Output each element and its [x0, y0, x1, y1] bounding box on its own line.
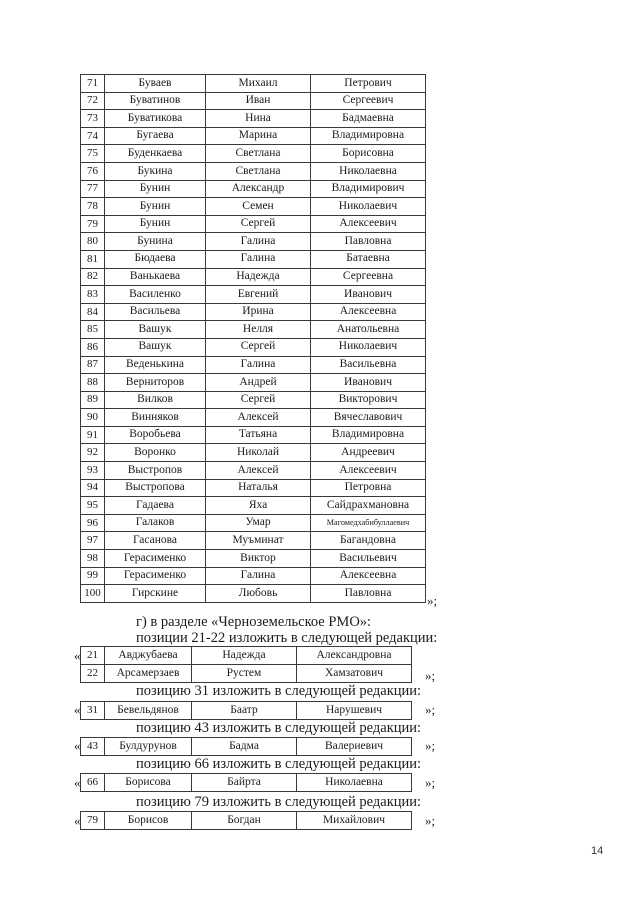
- table-row: [81, 665, 412, 683]
- row-number: 22: [81, 665, 105, 683]
- table-row: [81, 426, 426, 444]
- row-number: 80: [81, 233, 105, 251]
- patronymic-cell: Петрович: [311, 75, 426, 93]
- first-name-cell: Михаил: [206, 75, 311, 93]
- table-row: [81, 702, 412, 720]
- patronymic-cell: Николаевич: [311, 338, 426, 356]
- table-row: [81, 127, 426, 145]
- instruction-text-2: позицию 31 изложить в следующей редакции:: [136, 683, 422, 699]
- surname-cell: Авджубаева: [105, 647, 192, 665]
- open-quote-5: «: [74, 813, 81, 828]
- patronymic-cell: Иванович: [311, 286, 426, 304]
- table-row: [81, 162, 426, 180]
- row-number: 73: [81, 110, 105, 128]
- first-name-cell: Алексей: [206, 409, 311, 427]
- row-number: 93: [81, 462, 105, 480]
- row-number: 78: [81, 198, 105, 216]
- first-name-cell: Байрта: [192, 774, 297, 792]
- surname-cell: Галаков: [105, 514, 206, 532]
- surname-cell: Бюдаева: [105, 250, 206, 268]
- surname-cell: Борисова: [105, 774, 192, 792]
- patronymic-cell: Васильевич: [311, 550, 426, 568]
- first-name-cell: Богдан: [192, 812, 297, 830]
- first-name-cell: Галина: [206, 250, 311, 268]
- close-quote-1: »;: [425, 668, 436, 683]
- patronymic-cell: Борисовна: [311, 145, 426, 163]
- first-name-cell: Надежда: [192, 647, 297, 665]
- block-table-4: [80, 773, 412, 792]
- first-name-cell: Татьяна: [206, 426, 311, 444]
- close-quote-5: »;: [425, 813, 436, 828]
- patronymic-cell: Хамзатович: [297, 665, 412, 683]
- row-number: 77: [81, 180, 105, 198]
- first-name-cell: Нина: [206, 110, 311, 128]
- surname-cell: Гадаева: [105, 497, 206, 515]
- table-row: [81, 567, 426, 585]
- first-name-cell: Галина: [206, 233, 311, 251]
- surname-cell: Выстропов: [105, 462, 206, 480]
- table-row: [81, 321, 426, 339]
- patronymic-cell: Алексеевич: [311, 462, 426, 480]
- patronymic-cell: Вячеславович: [311, 409, 426, 427]
- patronymic-cell: Павловна: [311, 233, 426, 251]
- table-row: [81, 250, 426, 268]
- patronymic-cell: Петровна: [311, 479, 426, 497]
- surname-cell: Василенко: [105, 286, 206, 304]
- surname-cell: Борисов: [105, 812, 192, 830]
- surname-cell: Винняков: [105, 409, 206, 427]
- row-number: 90: [81, 409, 105, 427]
- table-row: [81, 409, 426, 427]
- row-number: 71: [81, 75, 105, 93]
- surname-cell: Герасименко: [105, 550, 206, 568]
- close-quote-4: »;: [425, 775, 436, 790]
- first-name-cell: Марина: [206, 127, 311, 145]
- table-row: [81, 233, 426, 251]
- first-name-cell: Сергей: [206, 338, 311, 356]
- row-number: 79: [81, 812, 105, 830]
- first-name-cell: Александр: [206, 180, 311, 198]
- table-row: [81, 497, 426, 515]
- surname-cell: Ванькаева: [105, 268, 206, 286]
- patronymic-cell: Викторович: [311, 391, 426, 409]
- row-number: 84: [81, 303, 105, 321]
- row-number: 87: [81, 356, 105, 374]
- row-number: 72: [81, 92, 105, 110]
- patronymic-cell: Сергеевна: [311, 268, 426, 286]
- patronymic-cell: Михайлович: [297, 812, 412, 830]
- first-name-cell: Рустем: [192, 665, 297, 683]
- row-number: 81: [81, 250, 105, 268]
- table-row: [81, 479, 426, 497]
- table-row: [81, 303, 426, 321]
- surname-cell: Вашук: [105, 321, 206, 339]
- first-name-cell: Надежда: [206, 268, 311, 286]
- row-number: 83: [81, 286, 105, 304]
- row-number: 99: [81, 567, 105, 585]
- first-name-cell: Андрей: [206, 374, 311, 392]
- row-number: 85: [81, 321, 105, 339]
- first-name-cell: Николай: [206, 444, 311, 462]
- patronymic-cell: Бадмаевна: [311, 110, 426, 128]
- table-closing-quote: »;: [427, 593, 438, 608]
- first-name-cell: Сергей: [206, 215, 311, 233]
- table-row: [81, 374, 426, 392]
- block-table-5: [80, 811, 412, 830]
- instruction-text-3: позицию 43 изложить в следующей редакции:: [136, 720, 422, 736]
- table-row: [81, 812, 412, 830]
- row-number: 43: [81, 738, 105, 756]
- open-quote-3: «: [74, 738, 81, 753]
- patronymic-cell: Алексеевна: [311, 303, 426, 321]
- first-name-cell: Иван: [206, 92, 311, 110]
- surname-cell: Вашук: [105, 338, 206, 356]
- surname-cell: Воронко: [105, 444, 206, 462]
- table-row: [81, 444, 426, 462]
- surname-cell: Букина: [105, 162, 206, 180]
- surname-cell: Бунин: [105, 215, 206, 233]
- patronymic-cell: Николаевич: [311, 198, 426, 216]
- surname-cell: Бунин: [105, 180, 206, 198]
- patronymic-cell: Николаевна: [297, 774, 412, 792]
- surname-cell: Васильева: [105, 303, 206, 321]
- close-quote-3: »;: [425, 738, 436, 753]
- row-number: 86: [81, 338, 105, 356]
- patronymic-cell: Андреевич: [311, 444, 426, 462]
- first-name-cell: Галина: [206, 567, 311, 585]
- table-row: [81, 774, 412, 792]
- surname-cell: Булдурунов: [105, 738, 192, 756]
- instruction-text-5: позицию 79 изложить в следующей редакции:: [136, 794, 422, 810]
- surname-cell: Герасименко: [105, 567, 206, 585]
- open-quote-4: «: [74, 775, 81, 790]
- first-name-cell: Бадма: [192, 738, 297, 756]
- patronymic-cell: Алексеевна: [311, 567, 426, 585]
- surname-cell: Гасанова: [105, 532, 206, 550]
- patronymic-cell: Сергеевич: [311, 92, 426, 110]
- row-number: 97: [81, 532, 105, 550]
- block-table-body-3: [81, 738, 412, 756]
- row-number: 66: [81, 774, 105, 792]
- block-table-body-1: [81, 647, 412, 683]
- patronymic-cell: Сайдрахмановна: [311, 497, 426, 515]
- open-quote-1: «: [74, 648, 81, 663]
- surname-cell: Выстропова: [105, 479, 206, 497]
- surname-cell: Верниторов: [105, 374, 206, 392]
- surname-cell: Буватинов: [105, 92, 206, 110]
- table-row: [81, 180, 426, 198]
- first-name-cell: Нелля: [206, 321, 311, 339]
- patronymic-cell: Владимировна: [311, 127, 426, 145]
- table-row: [81, 585, 426, 603]
- first-name-cell: Баатр: [192, 702, 297, 720]
- first-name-cell: Виктор: [206, 550, 311, 568]
- block-table-1: [80, 646, 412, 683]
- patronymic-cell: Магомедхабибуллаевич: [311, 514, 426, 532]
- table-row: [81, 145, 426, 163]
- block-table-3: [80, 737, 412, 756]
- table-row: [81, 738, 412, 756]
- patronymic-cell: Владимировна: [311, 426, 426, 444]
- table-row: [81, 286, 426, 304]
- first-name-cell: Ирина: [206, 303, 311, 321]
- surname-cell: Гирскине: [105, 585, 206, 603]
- first-name-cell: Яха: [206, 497, 311, 515]
- row-number: 98: [81, 550, 105, 568]
- table-row: [81, 514, 426, 532]
- table-row: [81, 198, 426, 216]
- patronymic-cell: Алексеевич: [311, 215, 426, 233]
- patronymic-cell: Васильевна: [311, 356, 426, 374]
- row-number: 31: [81, 702, 105, 720]
- surname-cell: Буватикова: [105, 110, 206, 128]
- patronymic-cell: Анатольевна: [311, 321, 426, 339]
- first-name-cell: Алексей: [206, 462, 311, 480]
- patronymic-cell: Александровна: [297, 647, 412, 665]
- row-number: 100: [81, 585, 105, 603]
- row-number: 95: [81, 497, 105, 515]
- first-name-cell: Семен: [206, 198, 311, 216]
- names-table: [80, 74, 426, 603]
- patronymic-cell: Багандовна: [311, 532, 426, 550]
- table-row: [81, 110, 426, 128]
- surname-cell: Бевельдянов: [105, 702, 192, 720]
- first-name-cell: Галина: [206, 356, 311, 374]
- table-row: [81, 532, 426, 550]
- first-name-cell: Светлана: [206, 162, 311, 180]
- patronymic-cell: Павловна: [311, 585, 426, 603]
- row-number: 76: [81, 162, 105, 180]
- row-number: 91: [81, 426, 105, 444]
- surname-cell: Бугаева: [105, 127, 206, 145]
- patronymic-cell: Валериевич: [297, 738, 412, 756]
- row-number: 94: [81, 479, 105, 497]
- first-name-cell: Евгений: [206, 286, 311, 304]
- patronymic-cell: Нарушевич: [297, 702, 412, 720]
- first-name-cell: Наталья: [206, 479, 311, 497]
- row-number: 79: [81, 215, 105, 233]
- surname-cell: Арсамерзаев: [105, 665, 192, 683]
- patronymic-cell: Батаевна: [311, 250, 426, 268]
- instruction-text-4: позицию 66 изложить в следующей редакции:: [136, 756, 422, 772]
- close-quote-2: »;: [425, 702, 436, 717]
- table-row: [81, 391, 426, 409]
- first-name-cell: Умар: [206, 514, 311, 532]
- table-row: [81, 268, 426, 286]
- table-row: [81, 462, 426, 480]
- section-heading: г) в разделе «Черноземельское РМО»:: [136, 614, 372, 630]
- row-number: 88: [81, 374, 105, 392]
- page-number: 14: [591, 845, 604, 857]
- table-row: [81, 356, 426, 374]
- surname-cell: Веденькина: [105, 356, 206, 374]
- instruction-text-1: позиции 21-22 изложить в следующей редакции:: [136, 630, 438, 646]
- table-row: [81, 215, 426, 233]
- row-number: 89: [81, 391, 105, 409]
- block-table-2: [80, 701, 412, 720]
- block-table-body-4: [81, 774, 412, 792]
- row-number: 82: [81, 268, 105, 286]
- row-number: 75: [81, 145, 105, 163]
- surname-cell: Бунина: [105, 233, 206, 251]
- surname-cell: Воробьева: [105, 426, 206, 444]
- table-row: [81, 647, 412, 665]
- first-name-cell: Светлана: [206, 145, 311, 163]
- table-row: [81, 75, 426, 93]
- first-name-cell: Любовь: [206, 585, 311, 603]
- table-row: [81, 92, 426, 110]
- first-name-cell: Муъминат: [206, 532, 311, 550]
- surname-cell: Вилков: [105, 391, 206, 409]
- surname-cell: Буваев: [105, 75, 206, 93]
- open-quote-2: «: [74, 702, 81, 717]
- patronymic-cell: Иванович: [311, 374, 426, 392]
- names-table-body: [81, 75, 426, 603]
- first-name-cell: Сергей: [206, 391, 311, 409]
- patronymic-cell: Николаевна: [311, 162, 426, 180]
- row-number: 21: [81, 647, 105, 665]
- surname-cell: Буденкаева: [105, 145, 206, 163]
- table-row: [81, 338, 426, 356]
- table-row: [81, 550, 426, 568]
- row-number: 74: [81, 127, 105, 145]
- block-table-body-5: [81, 812, 412, 830]
- row-number: 92: [81, 444, 105, 462]
- patronymic-cell: Владимирович: [311, 180, 426, 198]
- block-table-body-2: [81, 702, 412, 720]
- surname-cell: Бунин: [105, 198, 206, 216]
- row-number: 96: [81, 514, 105, 532]
